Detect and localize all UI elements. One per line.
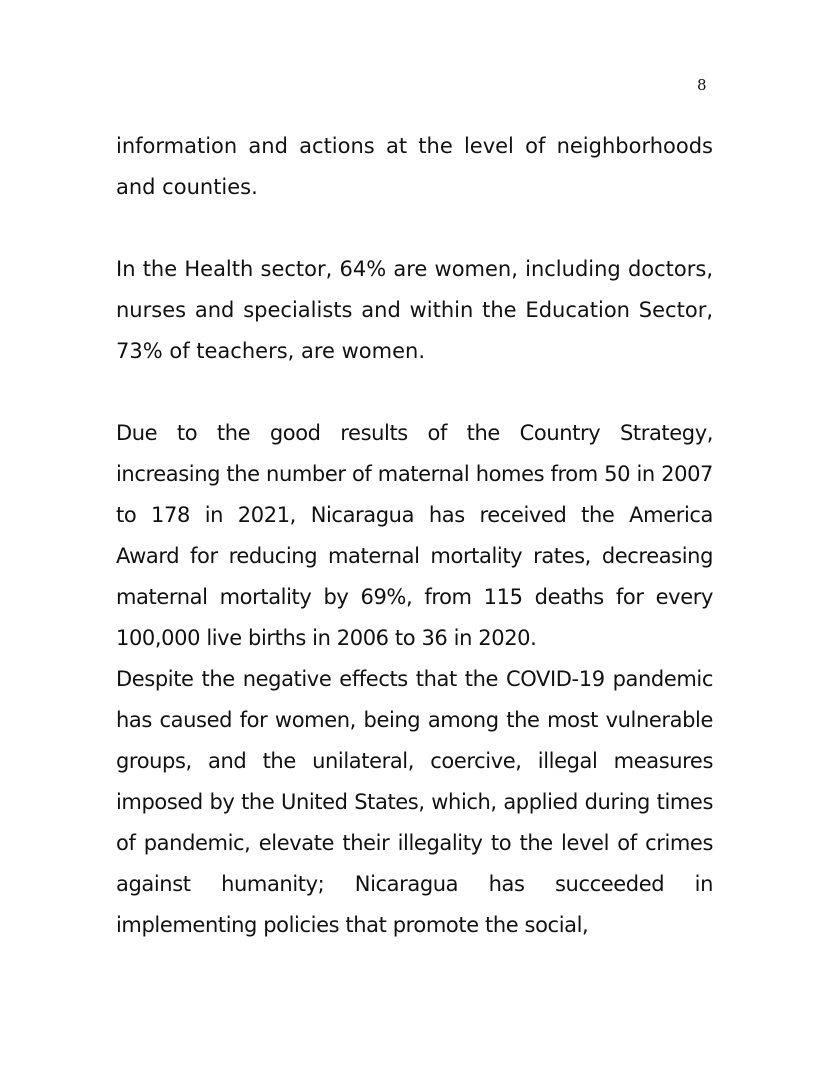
- paragraph-maternal-mortality: Due to the good results of the Country Strategy, increasing the number of maternal homes from 50 in 2007 to 178 in 2021, Nicaragua has received the America Award for reducing maternal mortality rates, decreasing maternal mortality by 69%, from 115 deaths for every 100,000 live births in 2006 to 36 in 2020.: [116, 421, 713, 650]
- document-body: [116, 126, 713, 946]
- page-number: 8: [697, 76, 707, 94]
- paragraph-covid-pandemic: Despite the negative effects that the COVID-19 pandemic has caused for women, being among the most vulnerable groups, and the unilateral, coercive, illegal measures imposed by the United States, which, applied during times of pandemic, elevate their illegality to the level of crimes against humanity; Nicaragua has succeeded in implementing policies that promote the social,: [116, 667, 713, 937]
- paragraph-health-sector: In the Health sector, 64% are women, including doctors, nurses and specialists and within the Education Sector, 73% of teachers, are women.: [116, 257, 713, 363]
- paragraph-neighborhoods: information and actions at the level of neighborhoods and counties.: [116, 134, 713, 199]
- paragraph-spacer: [116, 372, 713, 413]
- paragraph-spacer: [116, 208, 713, 249]
